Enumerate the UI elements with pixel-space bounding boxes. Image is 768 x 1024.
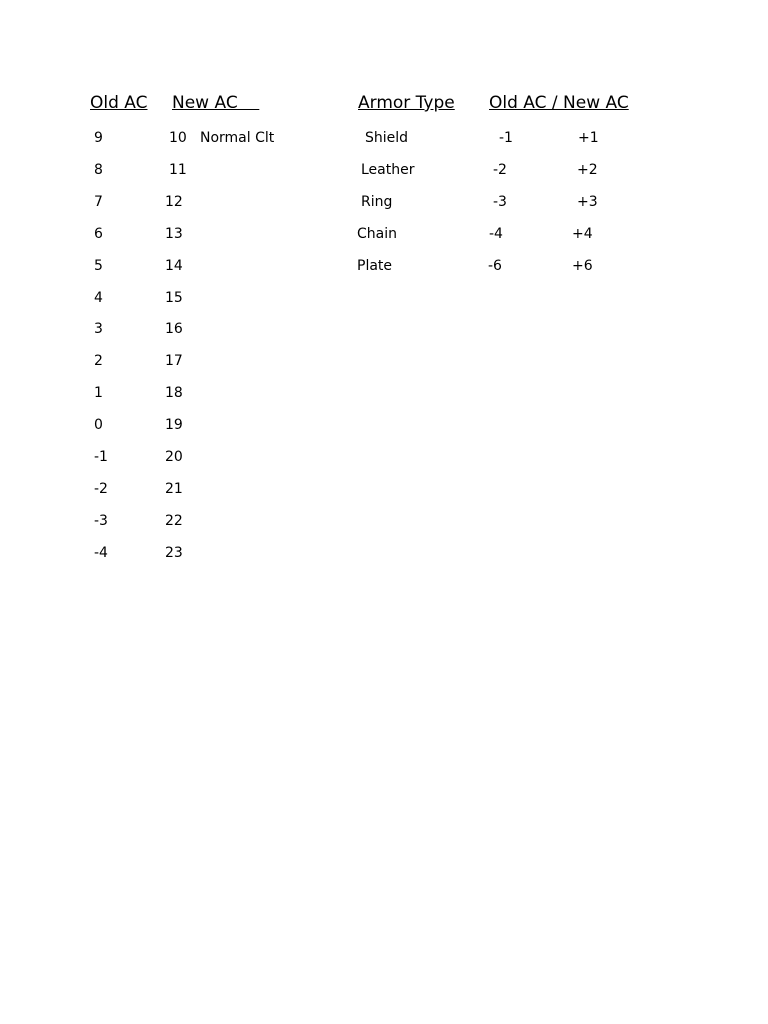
armor-type-name: Chain	[357, 226, 397, 242]
ac-new-value: 22	[165, 513, 183, 529]
ac-old-value: -2	[94, 481, 108, 497]
ac-new-value: 21	[165, 481, 183, 497]
ac-new-value: 14	[165, 258, 183, 274]
ac-new-value: 10	[169, 130, 187, 146]
ac-old-value: 9	[94, 130, 103, 146]
armor-old-ac: -6	[488, 258, 502, 274]
armor-old-ac: -3	[493, 194, 507, 210]
ac-old-value: 5	[94, 258, 103, 274]
ac-new-value: 20	[165, 449, 183, 465]
ac-old-value: 4	[94, 290, 103, 306]
armor-new-ac: +4	[572, 226, 593, 242]
ac-new-value: 11	[169, 162, 187, 178]
header-armor-type: Armor Type	[358, 93, 455, 113]
header-old-ac: Old AC	[90, 93, 148, 113]
armor-new-ac: +1	[578, 130, 599, 146]
ac-new-value: 23	[165, 545, 183, 561]
ac-new-value: 13	[165, 226, 183, 242]
ac-new-value: 19	[165, 417, 183, 433]
ac-old-value: 8	[94, 162, 103, 178]
ac-new-value: 16	[165, 321, 183, 337]
ac-old-value: 3	[94, 321, 103, 337]
armor-new-ac: +2	[577, 162, 598, 178]
armor-type-name: Plate	[357, 258, 393, 274]
armor-old-ac: -1	[499, 130, 513, 146]
ac-old-value: -3	[94, 513, 108, 529]
ac-new-value: 15	[165, 290, 183, 306]
ac-new-value: 18	[165, 385, 183, 401]
armor-new-ac: +3	[577, 194, 598, 210]
ac-new-value: 17	[165, 353, 183, 369]
ac-old-value: 7	[94, 194, 103, 210]
armor-type-name: Ring	[361, 194, 393, 210]
armor-old-ac: -4	[489, 226, 503, 242]
ac-old-value: -1	[94, 449, 108, 465]
ac-old-value: 2	[94, 353, 103, 369]
ac-old-value: 0	[94, 417, 103, 433]
ac-old-value: 1	[94, 385, 103, 401]
header-old-new-ac: Old AC / New AC	[489, 93, 629, 113]
armor-type-name: Shield	[365, 130, 409, 146]
ac-old-value: -4	[94, 545, 108, 561]
armor-old-ac: -2	[493, 162, 507, 178]
header-new-ac: New AC	[172, 93, 260, 113]
ac-old-value: 6	[94, 226, 103, 242]
ac-note: Normal Clt	[200, 130, 275, 146]
ac-new-value: 12	[165, 194, 183, 210]
armor-type-name: Leather	[361, 162, 415, 178]
armor-new-ac: +6	[572, 258, 593, 274]
